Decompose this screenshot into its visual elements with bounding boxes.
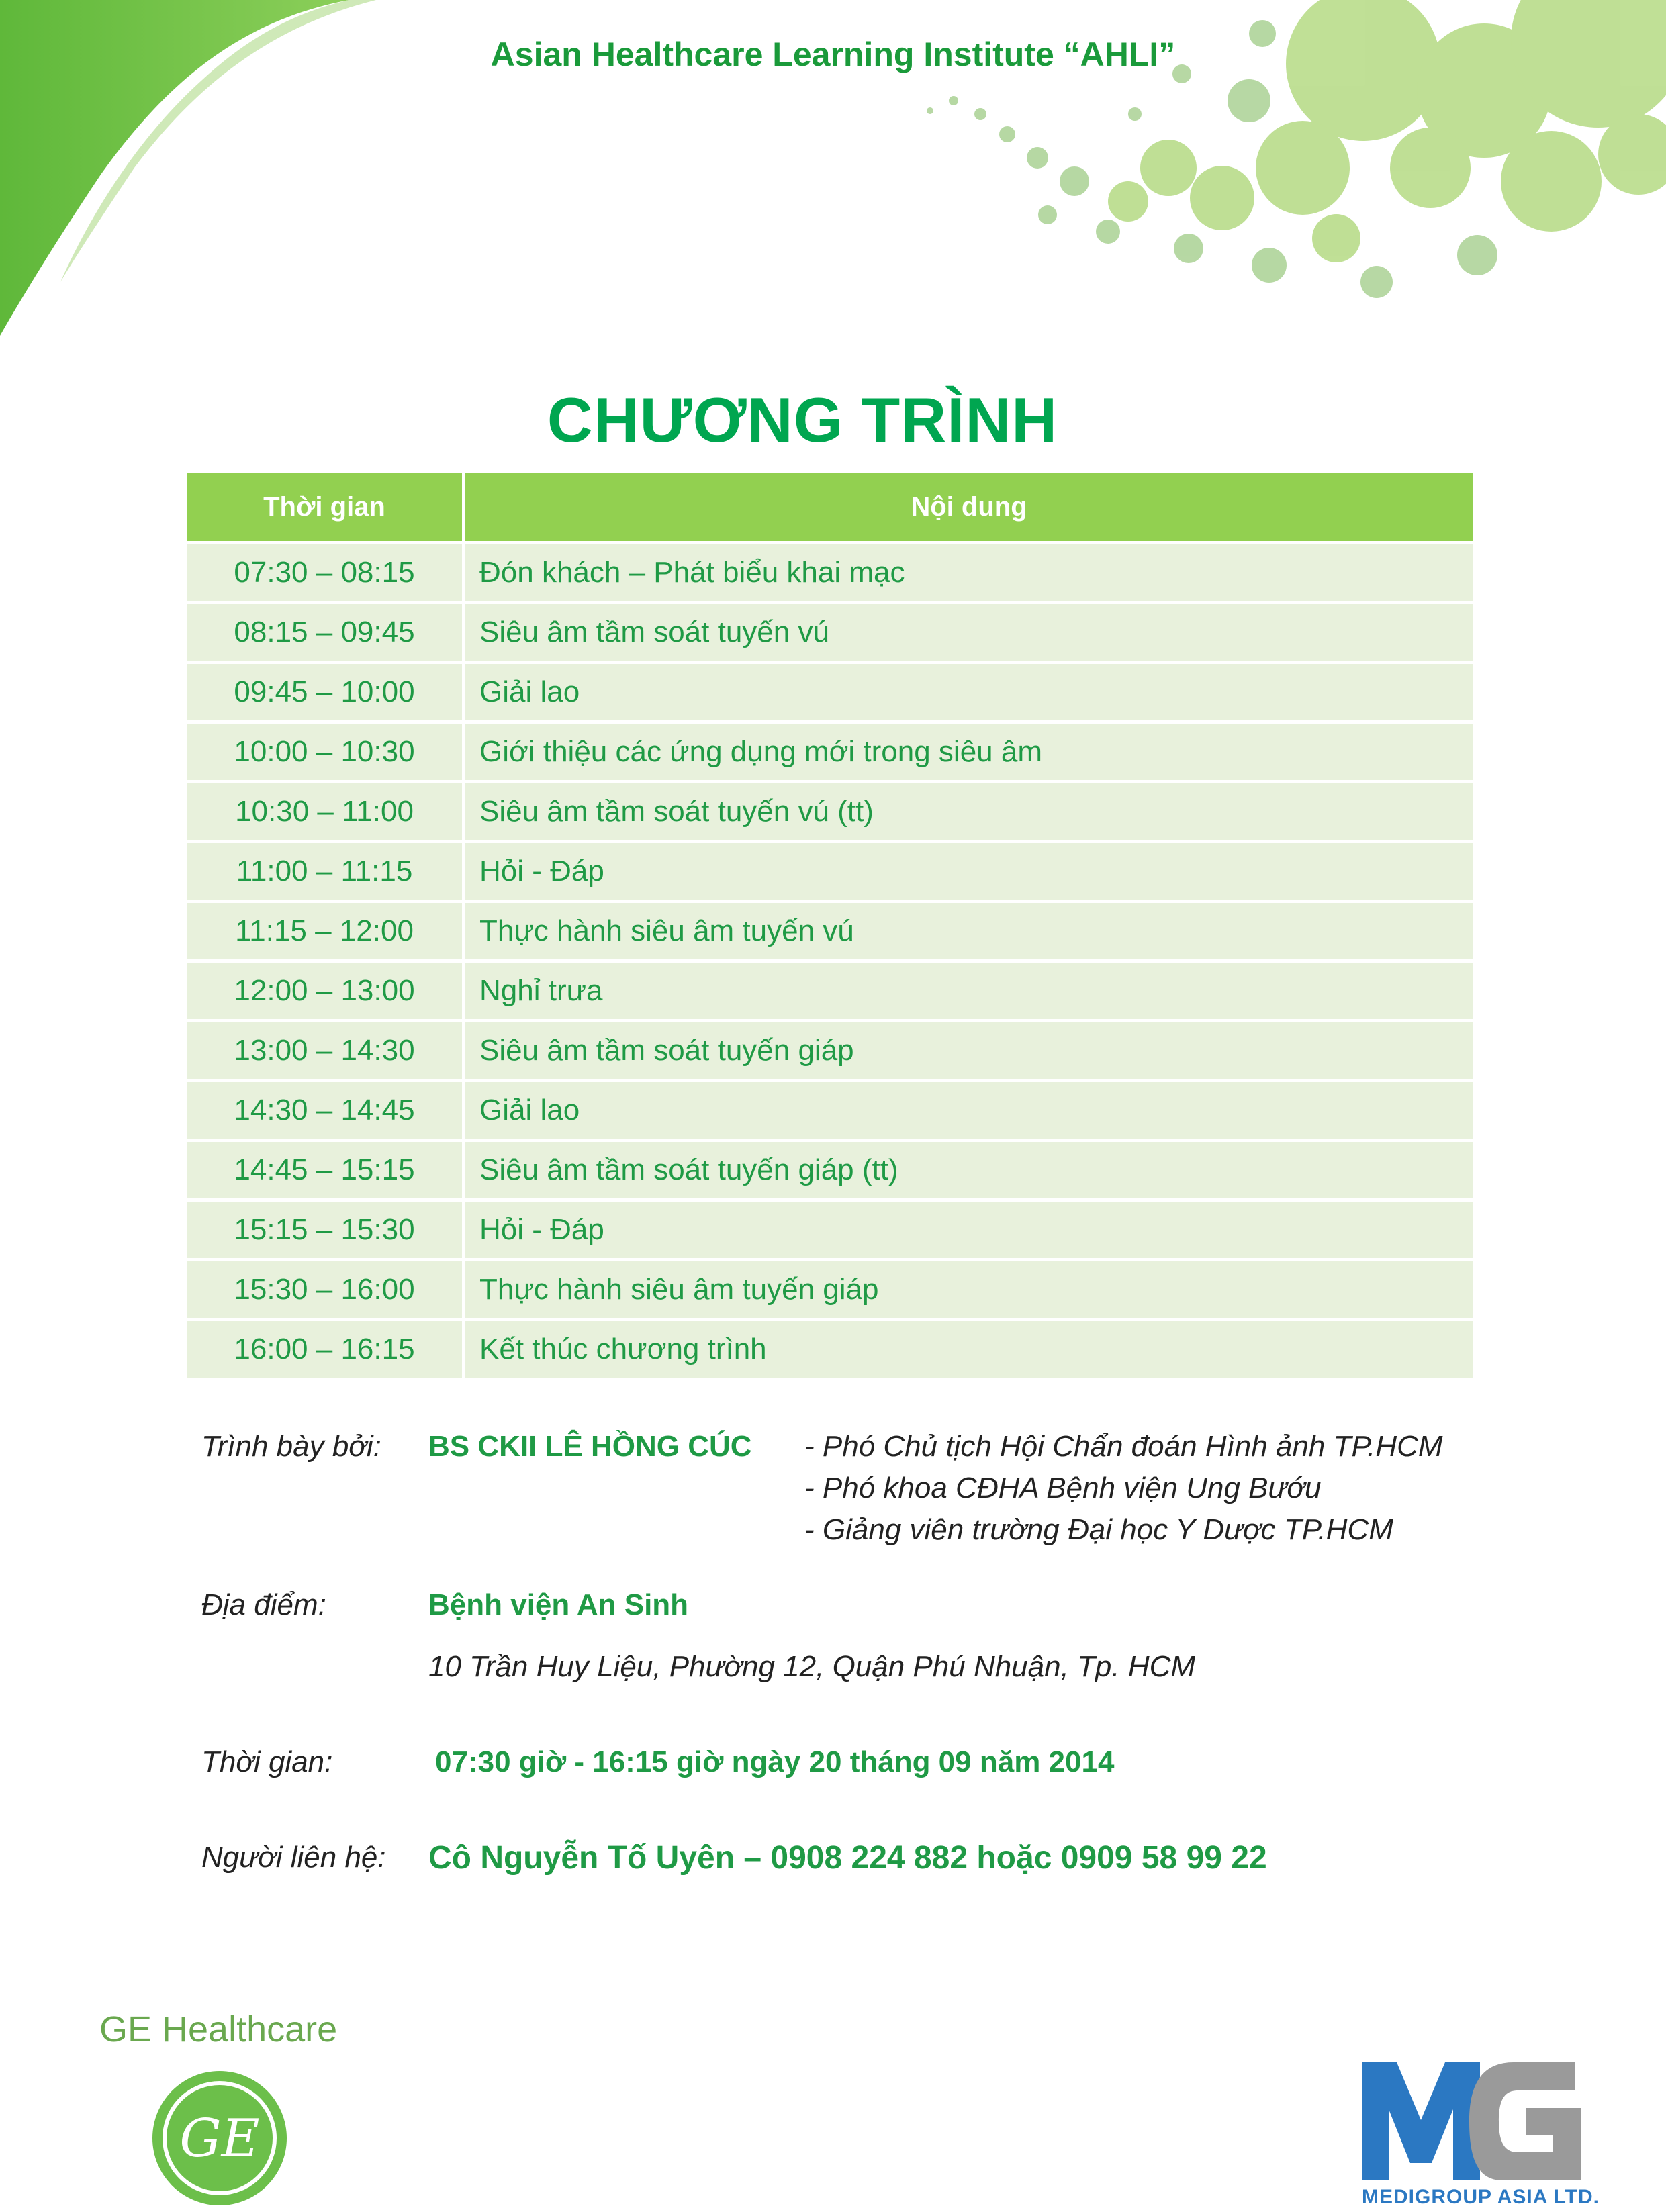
institute-name: Asian Healthcare Learning Institute “AHLI” [490,36,1176,73]
table-row [187,842,1473,902]
row-activity: Siêu âm tầm soát tuyến vú (tt) [463,782,1473,842]
table-row [187,961,1473,1021]
contact-label: Người liên hệ: [201,1841,386,1874]
contact-value: Cô Nguyễn Tố Uyên – 0908 224 882 hoặc 0909 58 99 22 [428,1840,1267,1876]
ge-logo [149,2068,290,2209]
table-row [187,1200,1473,1260]
row-activity: Hỏi - Đáp [463,1200,1473,1260]
program-title: CHƯƠNG TRÌNH [547,385,1058,455]
row-time: 11:00 – 11:15 [187,842,463,902]
venue-name: Bệnh viện An Sinh [428,1588,689,1621]
row-time: 12:00 – 13:00 [187,961,463,1021]
table-row [187,722,1473,782]
table-row [187,1081,1473,1141]
table-row [187,782,1473,842]
table-row [187,1320,1473,1378]
row-activity: Siêu âm tầm soát tuyến giáp [463,1021,1473,1081]
ge-healthcare-name: GE Healthcare [99,2009,338,2050]
table-row [187,543,1473,603]
row-time: 10:30 – 11:00 [187,782,463,842]
table-row [187,603,1473,663]
row-time: 14:45 – 15:15 [187,1141,463,1200]
row-activity: Nghỉ trưa [463,961,1473,1021]
presenter-label: Trình bày bởi: [201,1430,381,1463]
column-header-time: Thời gian [187,473,463,543]
row-time: 14:30 – 14:45 [187,1081,463,1141]
schedule-table [187,473,1473,1378]
presenter-role: - Phó Chủ tịch Hội Chẩn đoán Hình ảnh TP.HCM [804,1430,1443,1463]
row-activity: Giới thiệu các ứng dụng mới trong siêu âm [463,722,1473,782]
column-header-content: Nội dung [463,473,1473,543]
presenter-name: BS CKII LÊ HỒNG CÚC [428,1430,752,1463]
table-header-row [187,473,1473,543]
row-activity: Đón khách – Phát biểu khai mạc [463,543,1473,603]
row-activity: Kết thúc chương trình [463,1320,1473,1378]
row-time: 13:00 – 14:30 [187,1021,463,1081]
row-time: 07:30 – 08:15 [187,543,463,603]
row-time: 10:00 – 10:30 [187,722,463,782]
table-row [187,902,1473,961]
medigroup-name: MEDIGROUP ASIA LTD. [1362,2186,1600,2208]
table-row [187,1260,1473,1320]
row-activity: Siêu âm tầm soát tuyến vú [463,603,1473,663]
presenter-role: - Phó khoa CĐHA Bệnh viện Ung Bướu [804,1472,1322,1504]
ge-logo-text: GE [179,2109,260,2169]
time-value: 07:30 giờ - 16:15 giờ ngày 20 tháng 09 năm 2014 [435,1745,1115,1778]
row-activity: Giải lao [463,663,1473,722]
venue-label: Địa điểm: [201,1588,326,1621]
venue-address: 10 Trần Huy Liệu, Phường 12, Quận Phú Nhuận, Tp. HCM [428,1650,1196,1683]
table-row [187,663,1473,722]
row-time: 08:15 – 09:45 [187,603,463,663]
row-activity: Siêu âm tầm soát tuyến giáp (tt) [463,1141,1473,1200]
table-row [187,1021,1473,1081]
row-activity: Giải lao [463,1081,1473,1141]
medigroup-logo [1362,2056,1581,2180]
row-time: 15:30 – 16:00 [187,1260,463,1320]
table-row [187,1141,1473,1200]
time-label: Thời gian: [201,1745,333,1778]
row-time: 09:45 – 10:00 [187,663,463,722]
presenter-role: - Giảng viên trường Đại học Y Dược TP.HCM [804,1513,1393,1546]
row-time: 15:15 – 15:30 [187,1200,463,1260]
row-activity: Thực hành siêu âm tuyến vú [463,902,1473,961]
row-activity: Hỏi - Đáp [463,842,1473,902]
row-time: 16:00 – 16:15 [187,1320,463,1378]
row-time: 11:15 – 12:00 [187,902,463,961]
row-activity: Thực hành siêu âm tuyến giáp [463,1260,1473,1320]
